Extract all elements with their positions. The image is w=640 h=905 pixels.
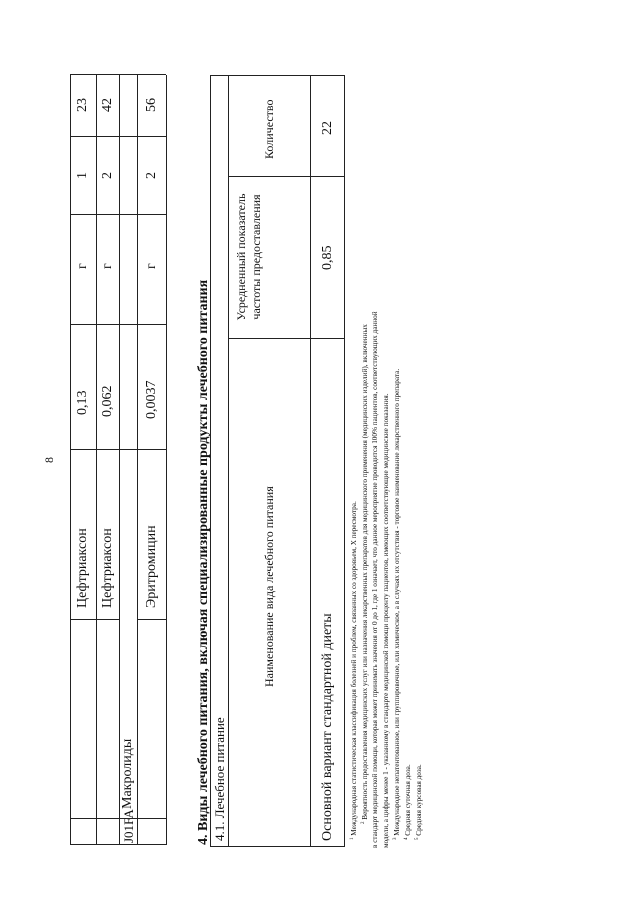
table-border [70,818,166,819]
probability-value: 0,0037 [144,380,159,419]
footnote: $^2$ Вероятность предоставления медицинских услуг или назначения лекарственных препаратов для медицинского применения (медицинских изделий), включенных [361,324,370,824]
drug-name: Цефтриаксон [100,528,115,608]
skd-value: 56 [144,98,159,112]
probability-value: 0,13 [75,390,90,415]
subsection-title: 4.1. Лечебное питание [212,717,227,841]
nutrition-table [210,75,345,847]
table-row [96,75,120,845]
column-header-name: Наименование вида лечебного питания [262,486,276,687]
table-border [70,619,119,620]
skd-value: 42 [100,98,115,112]
group-name: Макролиды [120,738,135,809]
diet-name: Основной вариант стандартной диеты [320,613,335,841]
footnote: $^3$ Международное непатентованное, или группировочное, или химическое, а в случаях их отсутствия - торговое наименование лекарственного препарата. [392,368,401,840]
sdd-value: 2 [100,172,115,179]
table-border [70,324,166,325]
column-header-frequency: Усредненный показатель частоты предоставления [234,193,263,321]
table-border [70,844,166,845]
table-border [70,214,166,215]
quantity-value: 22 [320,121,335,135]
page-number: 8 [42,457,56,463]
unit-value: г [75,263,90,269]
table-border [310,75,311,847]
table-border [228,75,229,847]
footnote-continuation: в стандарт медицинской помощи, которая может принимать значения от 0 до 1, где 1 означает, что данное мероприятие проводится 100% пациентов, соответствующих данной [371,311,380,848]
frequency-value: 0,85 [320,245,335,270]
drug-name: Цефтриаксон [75,528,90,608]
table-row [70,75,97,845]
unit-value: г [144,263,159,269]
table-border [70,74,166,75]
unit-value: г [100,263,115,269]
sdd-value: 1 [75,172,90,179]
footnote-continuation: модели, а цифры менее 1 - указанному в стандарте медицинской помощи проценту пациентов, имеющих соответствующие медицинские показания. [381,393,390,848]
column-header-quantity: Количество [262,99,276,159]
footnote: $^1$ Международная статистическая классификация болезней и проблем, связанных со здоровьем, X пересмотра. [350,501,358,840]
sdd-value: 2 [144,172,159,179]
atc-code: J01FA [121,809,136,843]
table-row [137,75,167,845]
section-title: 4. Виды лечебного питания, включая специализированные продукты лечебного питания [196,279,211,845]
table-border [70,449,166,450]
footnote: $^4$ Средняя суточная доза. [404,764,413,840]
footnotes [348,58,424,848]
table-border [137,619,166,620]
table-border [228,338,345,339]
drug-name: Эритромицин [144,525,159,608]
table-border [70,136,166,137]
table-row [119,75,138,845]
probability-value: 0,062 [100,385,115,417]
footnote: $^5$ Средняя курсовая доза. [415,764,424,840]
drug-table [70,75,166,845]
table-border [228,176,345,177]
skd-value: 23 [75,98,90,112]
